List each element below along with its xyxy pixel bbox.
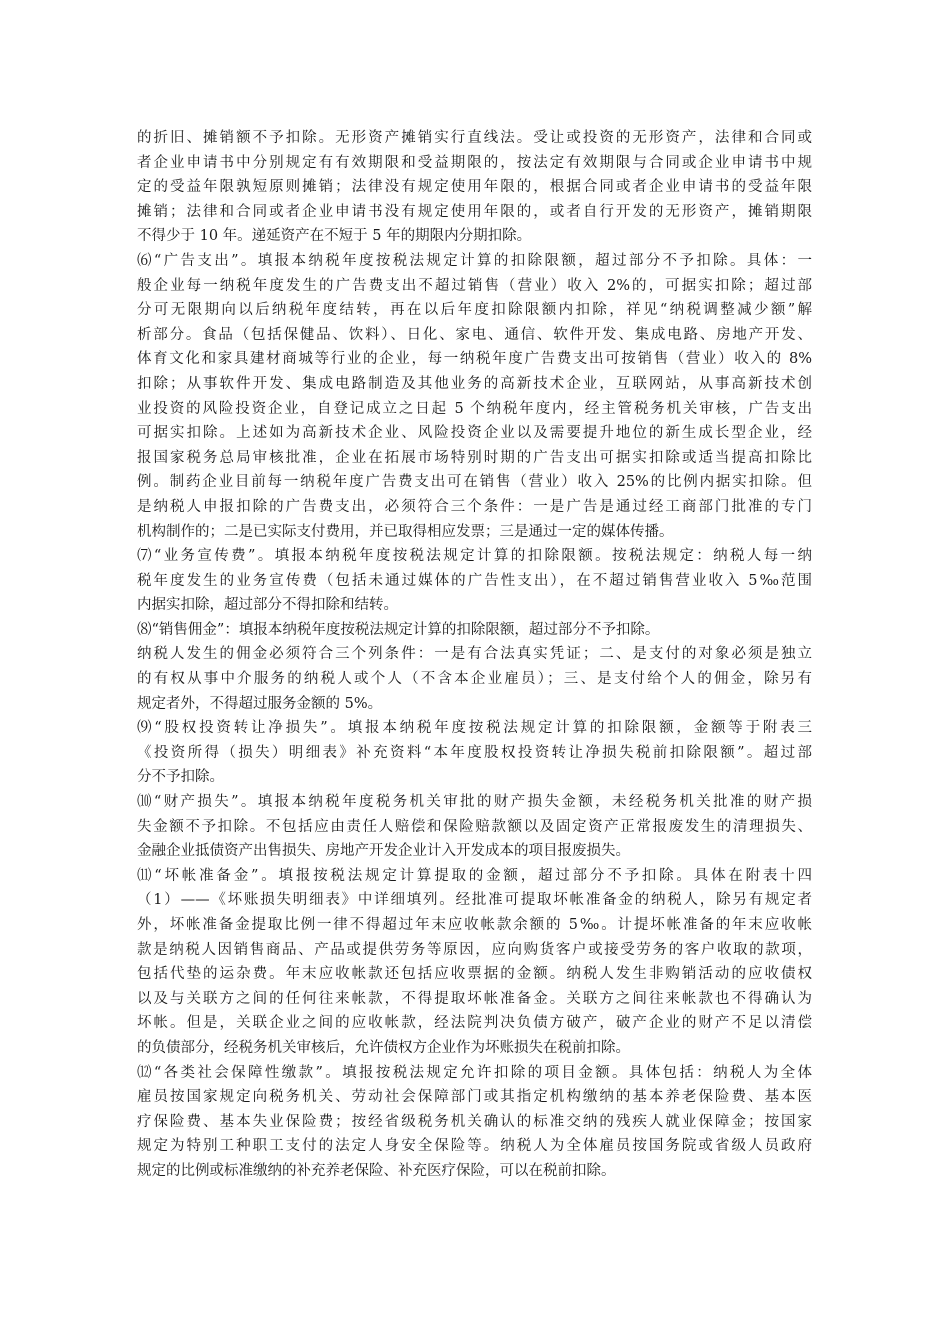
text-line: 金融企业抵债资产出售损失、房地产开发企业计入开发成本的项目报废损失。: [137, 843, 630, 860]
text-line: 体育文化和家具建材商城等行业的企业，每一纳税年度广告费支出可按销售（营业）收入的 8%: [137, 351, 812, 368]
text-line: 定的受益年限孰短原则摊销；法律没有规定使用年限的，根据合同或者企业申请书的受益年限: [137, 179, 812, 196]
text-line: 款是纳税人因销售商品、产品或提供劳务等原因，应向购货客户或接受劳务的客户收取的款项，: [137, 941, 812, 958]
text-line: 分不予扣除。: [137, 769, 224, 786]
text-line: 规定者外，不得超过服务金额的 5%。: [137, 695, 383, 712]
text-line: 外，坏帐准备金提取比例一律不得超过年末应收帐款余额的 5‰。计提坏帐准备的年末应收帐: [137, 917, 812, 933]
text-line: 雇员按国家规定向税务机关、劳动社会保障部门或其指定机构缴纳的基本养老保险费、基本医: [137, 1089, 812, 1106]
document-body: [137, 126, 812, 1184]
text-line: 《投资所得（损失）明细表》补充资料“本年度股权投资转让净损失税前扣除限额”。超过部: [137, 744, 812, 761]
text-line: 例。制药企业目前每一纳税年度广告费支出可在销售（营业）收入 25%的比例内据实扣除。但: [137, 474, 812, 491]
text-line: ⑾“坏帐准备金”。填报按税法规定计算提取的金额，超过部分不予扣除。具体在附表十四: [137, 867, 812, 884]
text-line: 的负债部分，经税务机关审核后，允许债权方企业作为坏账损失在税前扣除。: [137, 1039, 630, 1056]
text-line: 内据实扣除，超过部分不得扣除和结转。: [137, 597, 398, 614]
text-line: 规定的比例或标准缴纳的补充养老保险、补充医疗保险，可以在税前扣除。: [137, 1162, 616, 1179]
text-line: 以及与关联方之间的任何往来帐款，不得提取坏帐准备金。关联方之间往来帐款也不得确认为: [137, 990, 812, 1007]
text-line: 扣除；从事软件开发、集成电路制造及其他业务的高新技术企业，互联网站，从事高新技术创: [137, 375, 812, 392]
text-line: ⑼“股权投资转让净损失”。填报本纳税年度按税法规定计算的扣除限额，金额等于附表三: [137, 720, 812, 737]
text-line: 税年度发生的业务宣传费（包括未通过媒体的广告性支出），在不超过销售营业收入 5‰范围: [137, 572, 812, 589]
text-line: 失金额不予扣除。不包括应由责任人赔偿和保险赔款额以及固定资产正常报废发生的清理损失、: [137, 818, 812, 835]
text-line: 报国家税务总局审核批准，企业在拓展市场特别时期的广告支出可据实扣除或适当提高扣除比: [137, 449, 812, 466]
text-line: 析部分。食品（包括保健品、饮料）、日化、家电、通信、软件开发、集成电路、房地产开发、: [137, 326, 812, 343]
text-line: （1）——《坏账损失明细表》中详细填列。经批准可提取坏帐准备金的纳税人，除另有规定者: [137, 892, 812, 909]
text-line: 的有权从事中介服务的纳税人或个人（不含本企业雇员）；三、是支付给个人的佣金，除另有: [137, 671, 812, 688]
text-line: ⑽“财产损失”。填报本纳税年度税务机关审批的财产损失金额，未经税务机关批准的财产损: [137, 794, 812, 811]
text-line: ⑻“销售佣金”：填报本纳税年度按税法规定计算的扣除限额，超过部分不予扣除。: [137, 621, 660, 638]
text-line: 规定为特别工种职工支付的法定人身安全保险等。纳税人为全体雇员按国务院或省级人员政府: [137, 1138, 812, 1155]
text-line: 坏帐。但是，关联企业之间的应收帐款，经法院判决负债方破产，破产企业的财产不足以清偿: [137, 1015, 812, 1032]
text-line: 疗保险费、基本失业保险费；按经省级税务机关确认的标准交纳的残疾人就业保障金；按国家: [137, 1113, 812, 1130]
text-line: 者企业申请书中分别规定有有效期限和受益期限的，按法定有效期限与合同或企业申请书中规: [137, 154, 812, 171]
text-line: 般企业每一纳税年度发生的广告费支出不超过销售（营业）收入 2%的，可据实扣除；超过部: [137, 277, 812, 294]
text-line: 不得少于 10 年。递延资产在不短于 5 年的期限内分期扣除。: [137, 228, 532, 245]
text-line: 业投资的风险投资企业，自登记成立之日起 5 个纳税年度内，经主管税务机关审核，广告支出: [137, 400, 812, 417]
text-line: 分可无限期向以后纳税年度结转，再在以后年度扣除限额内扣除，祥见“纳税调整减少额”解: [137, 302, 812, 319]
text-line: 的折旧、摊销额不予扣除。无形资产摊销实行直线法。受让或投资的无形资产，法律和合同或: [137, 130, 812, 146]
text-line: ⑹“广告支出”。填报本纳税年度按税法规定计算的扣除限额，超过部分不予扣除。具体：一: [137, 252, 812, 269]
text-line: ⑺“业务宣传费”。填报本纳税年度按税法规定计算的扣除限额。按税法规定：纳税人每一纳: [137, 548, 812, 565]
text-line: ⑿“各类社会保障性缴款”。填报按税法规定允许扣除的项目金额。具体包括：纳税人为全体: [137, 1064, 812, 1081]
text-line: 是纳税人申报扣除的广告费支出，必须符合三个条件：一是广告是通过经工商部门批准的专门: [137, 498, 812, 515]
text-line: 纳税人发生的佣金必须符合三个列条件：一是有合法真实凭证；二、是支付的对象必须是独立: [137, 646, 812, 663]
text-line: 包括代垫的运杂费。年末应收帐款还包括应收票据的金额。纳税人发生非购销活动的应收债权: [137, 966, 812, 983]
text-line: 摊销；法律和合同或者企业申请书没有规定使用年限的，或者自行开发的无形资产，摊销期限: [137, 203, 812, 220]
text-line: 可据实扣除。上述如为高新技术企业、风险投资企业以及需要提升地位的新生成长型企业，经: [137, 425, 812, 442]
text-line: 机构制作的；二是已实际支付费用，并已取得相应发票；三是通过一定的媒体传播。: [137, 523, 674, 540]
